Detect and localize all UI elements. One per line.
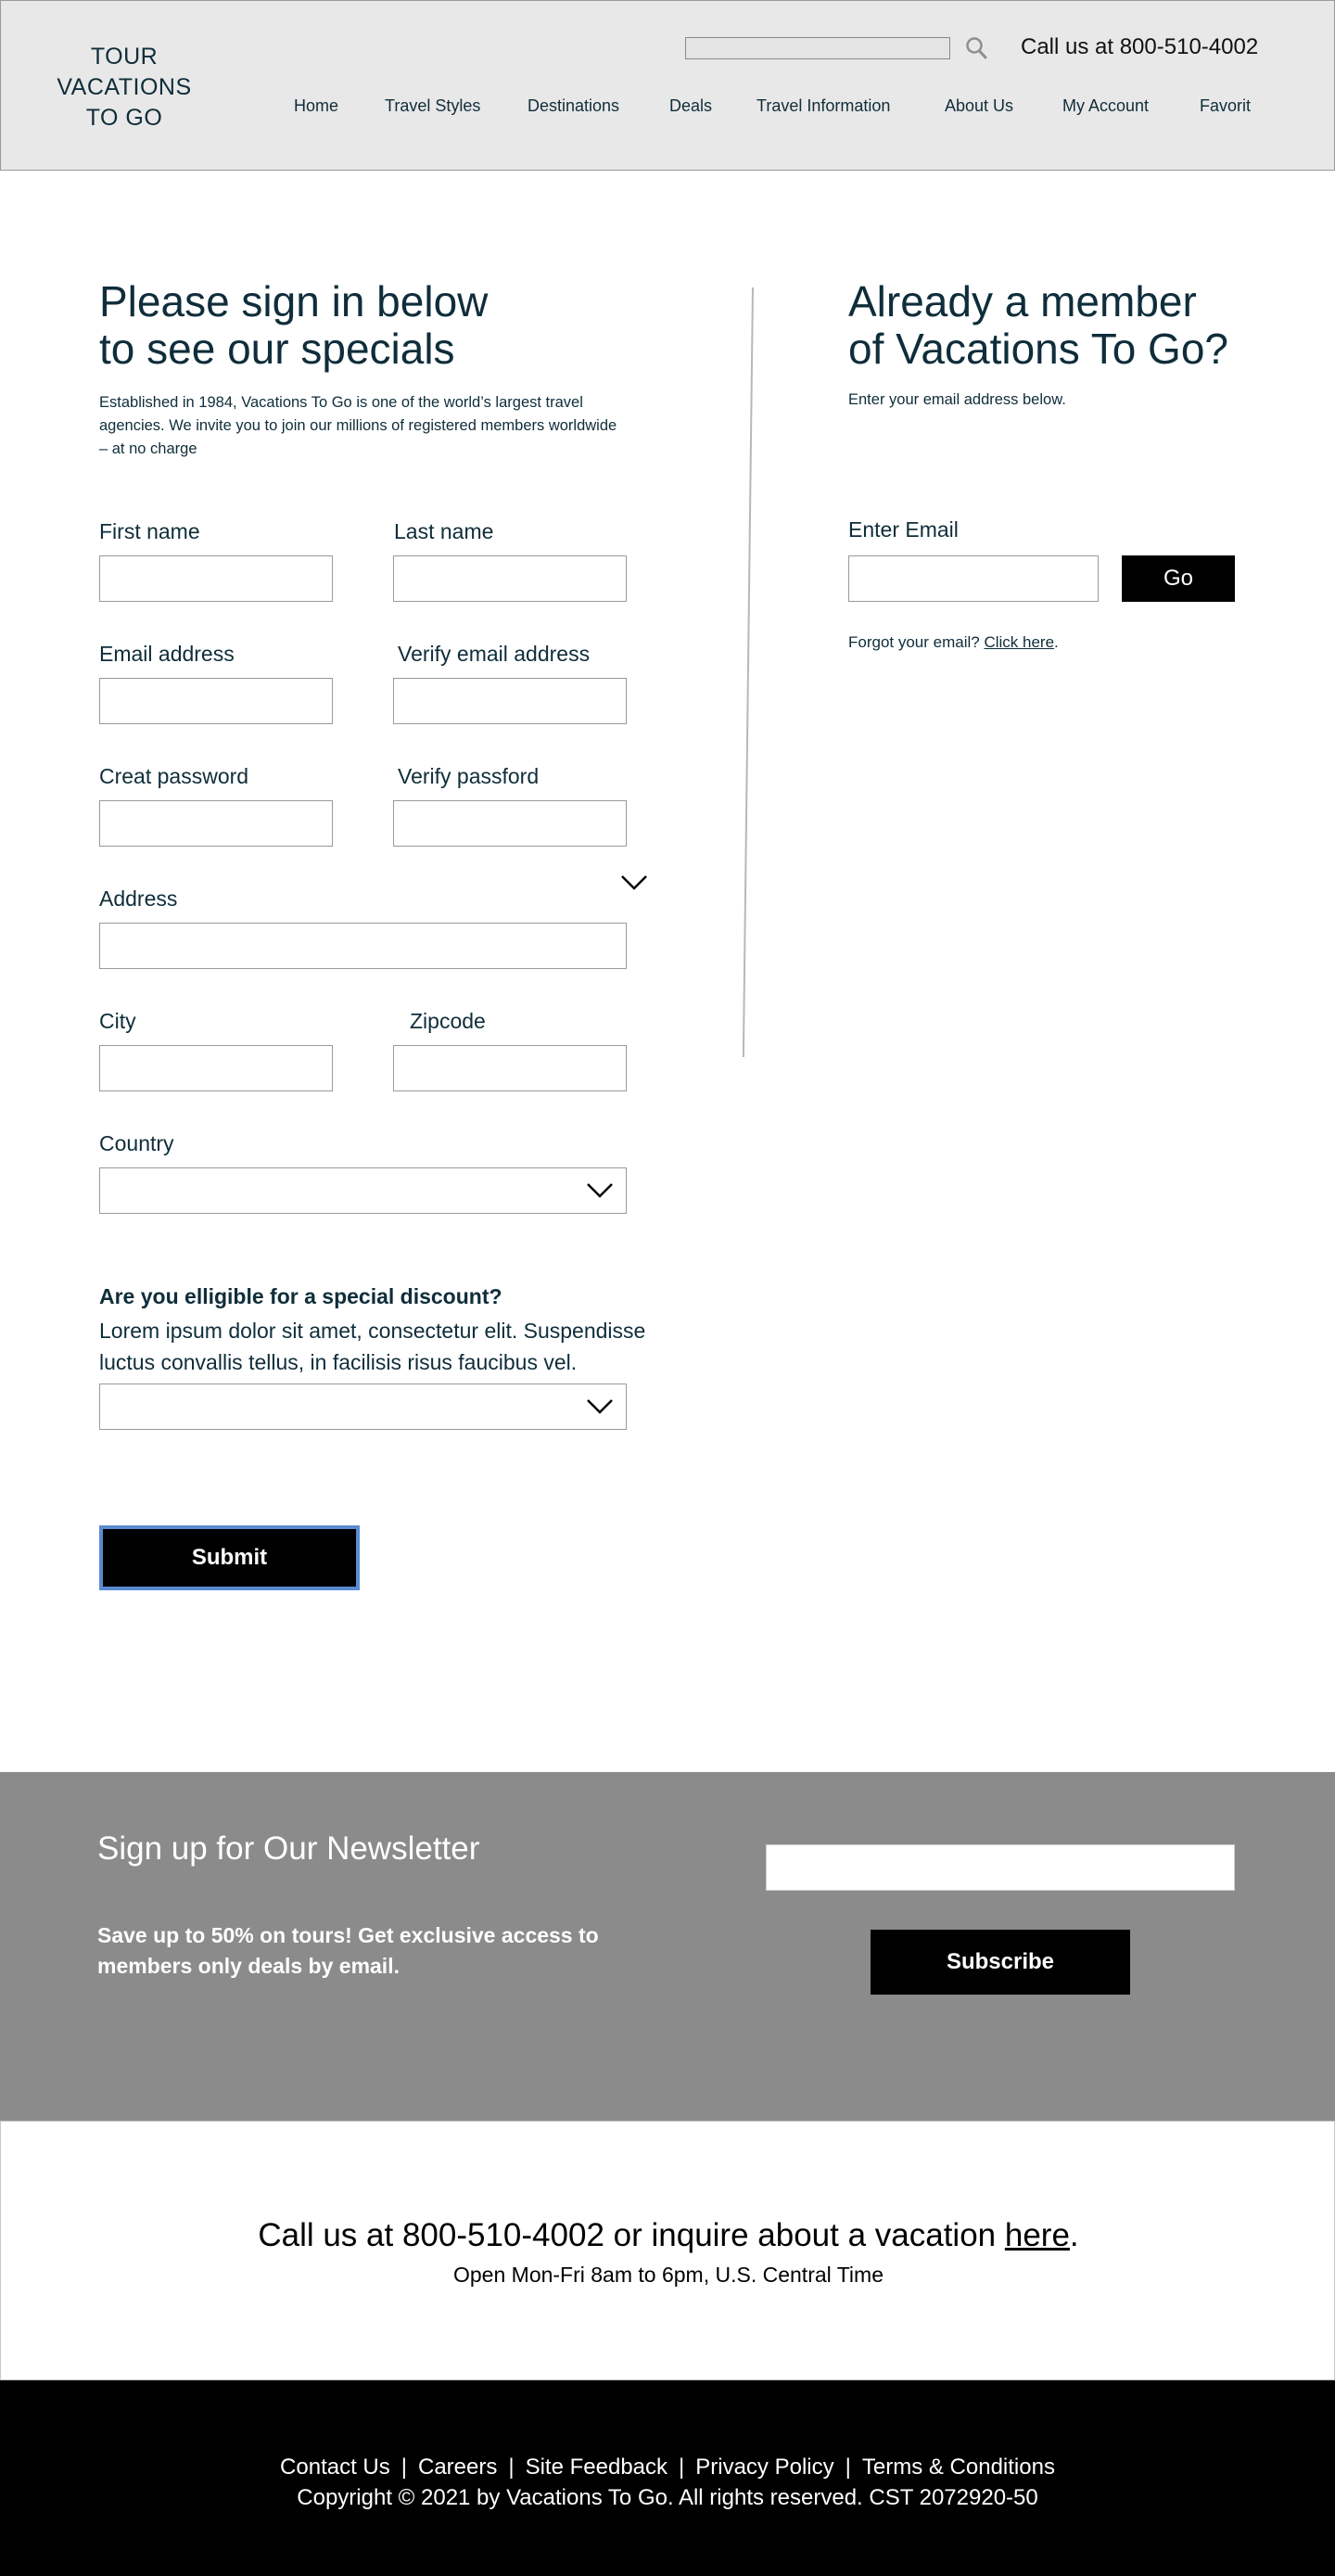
password-input[interactable]: [99, 800, 333, 847]
signup-intro: Established in 1984, Vacations To Go is one of the world’s largest travel agencies. We invite you to join our millions of registered members worldwide – at no charge: [99, 394, 617, 457]
call-title: [1, 2217, 1335, 2254]
discount-description: Lorem ipsum dolor sit amet, consectetur elit. Suspendisse luctus convallis tellus, in facilisis risus faucibus vel.: [99, 1319, 646, 1374]
member-title-line2: of Vacations To Go?: [848, 325, 1229, 373]
search-icon[interactable]: [965, 36, 987, 60]
member-subtitle: Enter your email address below.: [848, 391, 1066, 408]
address-input[interactable]: [99, 923, 627, 969]
nav-about-us[interactable]: About Us: [945, 96, 1014, 115]
member-title: [848, 278, 1228, 373]
member-email-input[interactable]: [848, 555, 1099, 602]
footer-links: [0, 2455, 1335, 2480]
footer-separator: |: [679, 2455, 685, 2480]
call-title-suffix: .: [1069, 2217, 1079, 2253]
main-nav: [1, 96, 1335, 119]
nav-favorites[interactable]: Favorit: [1200, 96, 1252, 115]
call-section: [0, 2121, 1335, 2380]
search-input[interactable]: [685, 37, 950, 59]
submit-button[interactable]: Submit: [99, 1525, 360, 1590]
footer-link-careers[interactable]: Careers: [418, 2455, 498, 2480]
site-footer: [0, 2380, 1335, 2576]
site-logo[interactable]: TOUR VACATIONS TO GO: [57, 44, 192, 131]
verify-email-label: Verify email address: [398, 642, 591, 666]
office-hours: Open Mon-Fri 8am to 6pm, U.S. Central Time: [453, 2263, 884, 2287]
go-button[interactable]: Go: [1122, 555, 1235, 602]
newsletter-email-input[interactable]: [766, 1844, 1235, 1891]
discount-select[interactable]: [99, 1384, 627, 1430]
country-select[interactable]: [99, 1167, 627, 1214]
newsletter-text: Save up to 50% on tours! Get exclusive access to members only deals by email.: [97, 1923, 599, 1978]
nav-travel-styles[interactable]: Travel Styles: [385, 96, 481, 115]
nav-destinations[interactable]: Destinations: [528, 96, 620, 115]
signup-title-line2: to see our specials: [99, 325, 455, 373]
signup-title: [99, 278, 488, 373]
footer-separator: |: [400, 2455, 407, 2480]
footer-separator: |: [508, 2455, 515, 2480]
member-title-line1: Already a member: [848, 277, 1197, 325]
last-name-input[interactable]: [393, 555, 627, 602]
copyright: Copyright © 2021 by Vacations To Go. All rights reserved. CST 2072920-50: [297, 2485, 1038, 2510]
first-name-input[interactable]: [99, 555, 333, 602]
verify-password-label: Verify passford: [398, 764, 540, 788]
footer-link-terms[interactable]: Terms & Conditions: [861, 2455, 1055, 2480]
call-title-prefix: Call us at 800-510-4002 or inquire about a vacation: [258, 2217, 1005, 2253]
email-label: Email address: [99, 642, 235, 666]
chevron-down-icon[interactable]: [620, 874, 648, 891]
chevron-down-icon: [586, 1182, 614, 1199]
newsletter-section: [0, 1772, 1335, 2121]
nav-deals[interactable]: Deals: [669, 96, 713, 115]
last-name-label: Last name: [394, 519, 494, 543]
zipcode-input[interactable]: [393, 1045, 627, 1091]
footer-link-privacy-policy[interactable]: Privacy Policy: [695, 2455, 834, 2480]
nav-my-account[interactable]: My Account: [1062, 96, 1150, 115]
footer-link-contact-us[interactable]: Contact Us: [280, 2455, 390, 2480]
column-divider: [743, 287, 754, 1057]
nav-travel-information[interactable]: Travel Information: [756, 96, 891, 115]
password-label: Creat password: [99, 764, 249, 788]
footer-separator: |: [845, 2455, 851, 2480]
signup-title-line1: Please sign in below: [99, 277, 489, 325]
forgot-email-link[interactable]: Click here: [984, 633, 1055, 651]
city-label: City: [99, 1009, 136, 1033]
member-email-label: Enter Email: [848, 517, 959, 542]
forgot-email-suffix: .: [1054, 633, 1059, 651]
discount-question: Are you elligible for a special discount?: [99, 1284, 502, 1308]
country-label: Country: [99, 1131, 174, 1155]
zipcode-label: Zipcode: [410, 1009, 486, 1033]
site-header: [0, 0, 1335, 171]
inquire-link[interactable]: here: [1004, 2217, 1070, 2253]
footer-link-site-feedback[interactable]: Site Feedback: [525, 2455, 668, 2480]
header-phone: Call us at 800-510-4002: [1021, 34, 1259, 59]
verify-password-input[interactable]: [393, 800, 627, 847]
city-input[interactable]: [99, 1045, 333, 1091]
first-name-label: First name: [99, 519, 200, 543]
verify-email-input[interactable]: [393, 678, 627, 724]
nav-home[interactable]: Home: [294, 96, 339, 115]
newsletter-title: Sign up for Our Newsletter: [97, 1830, 480, 1867]
address-label: Address: [99, 886, 178, 911]
chevron-down-icon: [586, 1398, 614, 1415]
forgot-email-prefix: Forgot your email?: [848, 633, 985, 651]
subscribe-button[interactable]: Subscribe: [871, 1930, 1130, 1995]
email-input[interactable]: [99, 678, 333, 724]
forgot-email: [848, 633, 1059, 652]
